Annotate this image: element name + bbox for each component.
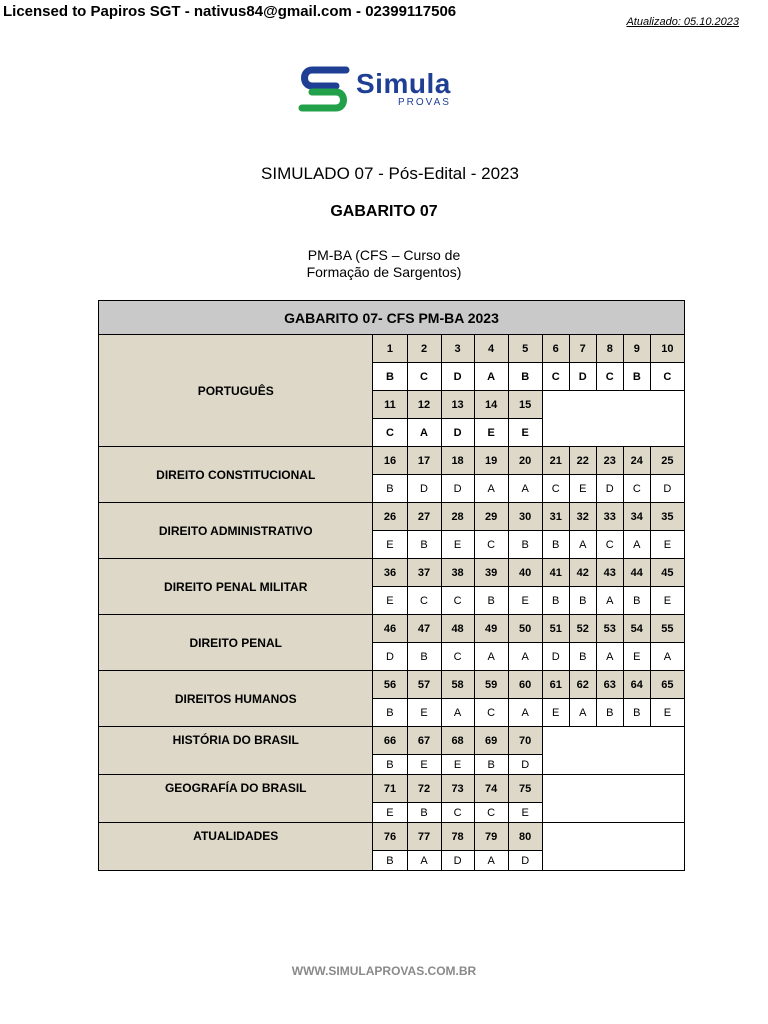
question-number: 66 [373, 727, 407, 755]
answer-cell: B [373, 699, 407, 727]
answer-cell: B [407, 531, 441, 559]
question-number: 62 [569, 671, 596, 699]
question-number: 37 [407, 559, 441, 587]
question-number: 48 [441, 615, 474, 643]
question-number: 55 [650, 615, 684, 643]
subject-name: GEOGRAFÍA DO BRASIL [99, 775, 373, 823]
question-number: 70 [508, 727, 542, 755]
question-number: 32 [569, 503, 596, 531]
answer-cell: E [407, 755, 441, 775]
blank-cell [542, 391, 684, 447]
answer-cell: B [373, 475, 407, 503]
question-number: 9 [623, 335, 650, 363]
blank-cell [542, 727, 684, 775]
answer-cell: C [407, 587, 441, 615]
answer-cell: C [623, 475, 650, 503]
question-number: 2 [407, 335, 441, 363]
answer-cell: E [407, 699, 441, 727]
answer-cell: B [623, 363, 650, 391]
answer-cell: E [650, 699, 684, 727]
answer-cell: B [474, 755, 508, 775]
answer-cell: C [474, 699, 508, 727]
answer-cell: E [373, 531, 407, 559]
question-number: 69 [474, 727, 508, 755]
question-number: 8 [596, 335, 623, 363]
question-number: 27 [407, 503, 441, 531]
question-number: 45 [650, 559, 684, 587]
answer-cell: E [474, 419, 508, 447]
simulado-title: SIMULADO 07 - Pós-Edital - 2023 [261, 164, 519, 183]
question-number: 39 [474, 559, 508, 587]
answer-cell: C [441, 587, 474, 615]
answer-cell: C [542, 363, 569, 391]
answer-cell: A [474, 363, 508, 391]
answer-key-table [98, 300, 685, 871]
updated-date: Atualizado: 05.10.2023 [626, 16, 739, 28]
question-number: 63 [596, 671, 623, 699]
answer-cell: E [373, 587, 407, 615]
blank-cell [542, 775, 684, 823]
question-number: 24 [623, 447, 650, 475]
answer-cell: C [407, 363, 441, 391]
question-number: 76 [373, 823, 407, 851]
logo-brand: Simula [356, 68, 451, 99]
question-number: 78 [441, 823, 474, 851]
question-number: 5 [508, 335, 542, 363]
answer-cell: A [441, 699, 474, 727]
answer-cell: D [441, 363, 474, 391]
answer-cell: B [373, 363, 407, 391]
question-number: 20 [508, 447, 542, 475]
table-row [99, 823, 685, 851]
question-number: 23 [596, 447, 623, 475]
question-number: 12 [407, 391, 441, 419]
answer-cell: C [596, 531, 623, 559]
logo-sub: PROVAS [398, 97, 451, 108]
question-number: 53 [596, 615, 623, 643]
answer-cell: B [508, 531, 542, 559]
answer-cell: A [596, 643, 623, 671]
answer-cell: D [508, 755, 542, 775]
question-number: 74 [474, 775, 508, 803]
question-number: 33 [596, 503, 623, 531]
answer-cell: D [508, 851, 542, 871]
subject-name: DIREITO CONSTITUCIONAL [99, 447, 373, 503]
answer-cell: C [373, 419, 407, 447]
answer-cell: D [596, 475, 623, 503]
subject-name: ATUALIDADES [99, 823, 373, 871]
simula-provas-logo [298, 66, 478, 116]
question-number: 60 [508, 671, 542, 699]
simula-s-logo-icon [298, 66, 350, 112]
question-number: 65 [650, 671, 684, 699]
question-number: 16 [373, 447, 407, 475]
table-row [99, 559, 685, 587]
answer-cell: B [407, 803, 441, 823]
question-number: 31 [542, 503, 569, 531]
answer-cell: A [508, 643, 542, 671]
question-number: 54 [623, 615, 650, 643]
footer-url: WWW.SIMULAPROVAS.COM.BR [291, 964, 477, 978]
question-number: 64 [623, 671, 650, 699]
answer-cell: A [650, 643, 684, 671]
table-row [99, 615, 685, 643]
question-number: 35 [650, 503, 684, 531]
answer-cell: D [441, 475, 474, 503]
question-number: 72 [407, 775, 441, 803]
answer-cell: E [441, 755, 474, 775]
subject-name: PORTUGUÊS [99, 335, 373, 447]
question-number: 49 [474, 615, 508, 643]
answer-cell: B [623, 587, 650, 615]
question-number: 19 [474, 447, 508, 475]
answer-cell: D [542, 643, 569, 671]
question-number: 21 [542, 447, 569, 475]
answer-cell: E [650, 531, 684, 559]
question-number: 14 [474, 391, 508, 419]
answer-cell: E [508, 419, 542, 447]
question-number: 71 [373, 775, 407, 803]
question-number: 46 [373, 615, 407, 643]
question-number: 80 [508, 823, 542, 851]
question-number: 22 [569, 447, 596, 475]
table-row [99, 335, 685, 363]
course-line-1: PM-BA (CFS – Curso de [307, 247, 461, 263]
question-number: 51 [542, 615, 569, 643]
question-number: 10 [650, 335, 684, 363]
question-number: 28 [441, 503, 474, 531]
subject-name: DIREITO ADMINISTRATIVO [99, 503, 373, 559]
answer-cell: B [474, 587, 508, 615]
answer-cell: D [373, 643, 407, 671]
question-number: 59 [474, 671, 508, 699]
question-number: 77 [407, 823, 441, 851]
question-number: 34 [623, 503, 650, 531]
answer-cell: C [441, 643, 474, 671]
table-row [99, 727, 685, 755]
question-number: 1 [373, 335, 407, 363]
answer-cell: C [596, 363, 623, 391]
answer-cell: A [623, 531, 650, 559]
question-number: 4 [474, 335, 508, 363]
question-number: 67 [407, 727, 441, 755]
answer-cell: A [407, 851, 441, 871]
answer-cell: D [441, 851, 474, 871]
answer-cell: B [542, 587, 569, 615]
question-number: 36 [373, 559, 407, 587]
answer-cell: A [508, 475, 542, 503]
subject-name: DIREITO PENAL [99, 615, 373, 671]
question-number: 44 [623, 559, 650, 587]
answer-cell: A [474, 851, 508, 871]
license-text: Licensed to Papiros SGT - nativus84@gmail.com - 02399117506 [3, 3, 457, 20]
answer-cell: D [407, 475, 441, 503]
question-number: 17 [407, 447, 441, 475]
question-number: 73 [441, 775, 474, 803]
answer-cell: E [373, 803, 407, 823]
question-number: 40 [508, 559, 542, 587]
answer-cell: A [569, 531, 596, 559]
question-number: 29 [474, 503, 508, 531]
answer-cell: B [407, 643, 441, 671]
answer-cell: E [441, 531, 474, 559]
subject-name: HISTÓRIA DO BRASIL [99, 727, 373, 775]
question-number: 75 [508, 775, 542, 803]
table-row [99, 671, 685, 699]
answer-cell: A [569, 699, 596, 727]
question-number: 52 [569, 615, 596, 643]
answer-cell: B [623, 699, 650, 727]
answer-cell: B [508, 363, 542, 391]
answer-cell: A [407, 419, 441, 447]
answer-cell: B [569, 587, 596, 615]
answer-cell: B [596, 699, 623, 727]
question-number: 47 [407, 615, 441, 643]
question-number: 30 [508, 503, 542, 531]
blank-cell [542, 823, 684, 871]
question-number: 15 [508, 391, 542, 419]
answer-cell: C [474, 803, 508, 823]
question-number: 56 [373, 671, 407, 699]
question-number: 58 [441, 671, 474, 699]
answer-cell: E [542, 699, 569, 727]
course-title [0, 247, 768, 281]
question-number: 13 [441, 391, 474, 419]
answer-cell: D [569, 363, 596, 391]
answer-cell: B [542, 531, 569, 559]
table-row [99, 503, 685, 531]
subject-name: DIREITOS HUMANOS [99, 671, 373, 727]
answer-cell: C [650, 363, 684, 391]
question-number: 43 [596, 559, 623, 587]
answer-cell: E [623, 643, 650, 671]
question-number: 3 [441, 335, 474, 363]
question-number: 61 [542, 671, 569, 699]
question-number: 57 [407, 671, 441, 699]
answer-cell: C [474, 531, 508, 559]
question-number: 42 [569, 559, 596, 587]
answer-cell: B [569, 643, 596, 671]
question-number: 50 [508, 615, 542, 643]
answer-cell: E [508, 587, 542, 615]
question-number: 79 [474, 823, 508, 851]
answer-cell: B [373, 851, 407, 871]
answer-cell: A [474, 643, 508, 671]
question-number: 25 [650, 447, 684, 475]
answer-cell: A [474, 475, 508, 503]
question-number: 18 [441, 447, 474, 475]
question-number: 41 [542, 559, 569, 587]
question-number: 6 [542, 335, 569, 363]
answer-cell: A [596, 587, 623, 615]
question-number: 7 [569, 335, 596, 363]
question-number: 38 [441, 559, 474, 587]
course-line-2: Formação de Sargentos) [306, 264, 462, 280]
answer-cell: D [650, 475, 684, 503]
question-number: 11 [373, 391, 407, 419]
answer-cell: D [441, 419, 474, 447]
table-row [99, 447, 685, 475]
gabarito-title: GABARITO 07 [330, 203, 438, 220]
answer-cell: C [542, 475, 569, 503]
question-number: 68 [441, 727, 474, 755]
question-number: 26 [373, 503, 407, 531]
table-row [99, 775, 685, 803]
answer-cell: E [569, 475, 596, 503]
answer-cell: C [441, 803, 474, 823]
answer-cell: E [508, 803, 542, 823]
answer-cell: A [508, 699, 542, 727]
table-header: GABARITO 07- CFS PM-BA 2023 [99, 301, 685, 335]
answer-cell: B [373, 755, 407, 775]
subject-name: DIREITO PENAL MILITAR [99, 559, 373, 615]
answer-cell: E [650, 587, 684, 615]
